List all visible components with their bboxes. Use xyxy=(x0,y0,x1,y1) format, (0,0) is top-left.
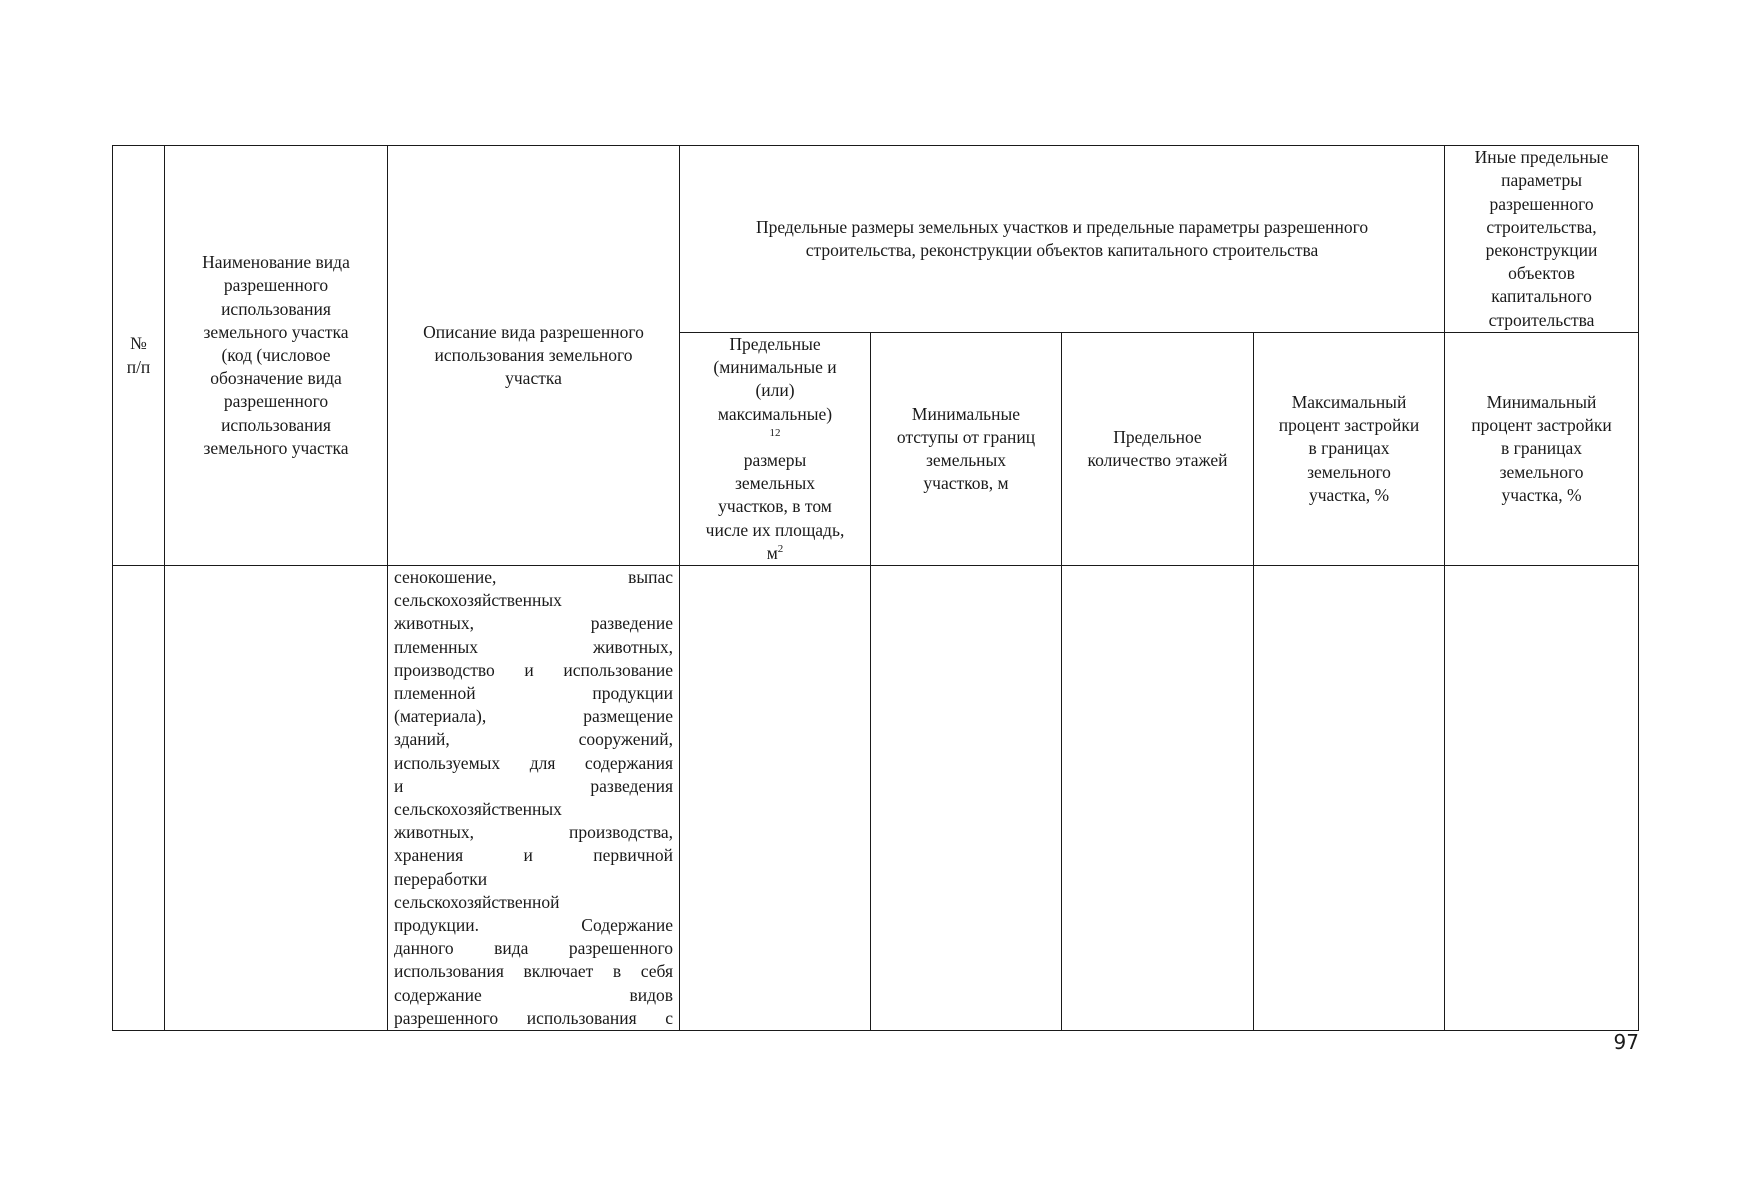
header-min-build-line: Минимальный xyxy=(1486,392,1597,412)
description-line: данного вида разрешенного xyxy=(394,938,673,959)
header-use-type-name-line: земельного участка xyxy=(203,437,349,458)
description-line: продукции. Содержание xyxy=(394,915,673,936)
description-line: животных, производства, xyxy=(394,822,673,843)
table-row xyxy=(113,566,1639,1031)
header-plot-size-line: размеры xyxy=(743,450,807,471)
cell-min-setback xyxy=(871,566,1062,1031)
header-max-build-line: Максимальный xyxy=(1291,392,1407,412)
header-other-line: капитального xyxy=(1491,286,1592,307)
header-plot-size-line: Предельные xyxy=(729,334,821,354)
header-description-line: использования земельного xyxy=(434,344,633,365)
page-number: 97 xyxy=(1613,1030,1639,1054)
header-setback-line: земельных xyxy=(925,450,1007,471)
header-max-build-line: в границах xyxy=(1308,438,1390,459)
header-use-type-name-line: земельного участка xyxy=(203,321,349,342)
header-other-line: строительства xyxy=(1488,309,1595,330)
header-floors-line: Предельное xyxy=(1113,426,1202,447)
header-plot-size-line: числе их площадь, xyxy=(705,519,845,540)
header-description-line: участка xyxy=(505,368,562,389)
header-max-build-line: участка, % xyxy=(1308,484,1390,505)
description-line: содержание видов xyxy=(394,984,673,1005)
header-plot-size-line: максимальные) $^{12}$ xyxy=(717,403,833,439)
header-use-type-name-line: Наименование вида xyxy=(202,252,350,273)
header-limits-line: строительства, реконструкции объектов капитального строительства xyxy=(805,240,1319,260)
header-floor-limit xyxy=(1062,333,1254,566)
description-line: зданий, сооружений, xyxy=(394,729,673,750)
description-line: племенных животных, xyxy=(394,636,673,657)
cell-min-build-percent xyxy=(1445,566,1639,1031)
header-use-type-name-line: использования xyxy=(221,414,331,435)
header-max-build-line: земельного xyxy=(1307,461,1391,482)
header-setback-line: участков, м xyxy=(923,473,1009,494)
cell-plot-size xyxy=(680,566,871,1031)
header-min-build-line: в границах xyxy=(1501,438,1582,459)
cell-floor-limit xyxy=(1062,566,1254,1031)
description-line: сенокошение, выпас xyxy=(394,567,673,588)
header-description-line: Описание вида разрешенного xyxy=(423,321,644,342)
header-plot-size-line: земельных xyxy=(734,473,816,494)
header-use-type-name-line: использования xyxy=(221,298,331,319)
header-number-symbol: № xyxy=(130,333,147,354)
header-plot-size-line: (или) xyxy=(755,380,795,401)
description-line: производство и использование xyxy=(394,659,673,680)
header-min-build-percent xyxy=(1445,333,1639,566)
cell-max-build-percent xyxy=(1254,566,1445,1031)
header-number xyxy=(113,146,165,566)
description-line: (материала), размещение xyxy=(394,706,673,727)
header-min-setback xyxy=(871,333,1062,566)
header-use-type-name xyxy=(165,146,388,566)
header-use-type-name-line: (код (числовое xyxy=(221,344,331,365)
description-line: племенной продукции xyxy=(394,683,673,704)
description-line: и разведения xyxy=(394,775,673,796)
description-line: используемых для содержания xyxy=(394,752,673,773)
header-min-build-line: процент застройки xyxy=(1471,415,1612,436)
header-other-line: параметры xyxy=(1501,170,1582,191)
description-line: животных, разведение xyxy=(394,613,673,634)
description-line: сельскохозяйственных xyxy=(394,590,562,611)
header-max-build-percent xyxy=(1254,333,1445,566)
header-use-type-name-line: обозначение вида xyxy=(210,368,342,389)
header-min-build-line: участка, % xyxy=(1501,484,1582,505)
header-other-line: объектов xyxy=(1508,263,1575,284)
description-line: использования включает в себя xyxy=(394,961,673,982)
header-min-build-line: земельного xyxy=(1499,461,1584,482)
description-line: сельскохозяйственных xyxy=(394,799,562,820)
header-use-type-name-line: разрешенного xyxy=(223,391,329,412)
header-plot-size-unit: $м^2$ xyxy=(766,542,784,563)
cell-number xyxy=(113,566,165,1031)
header-setback-line: Минимальные xyxy=(911,403,1021,424)
header-other-limits-group xyxy=(1445,146,1639,333)
header-number-abbr: п/п xyxy=(126,356,151,377)
description-line: разрешенного использования с xyxy=(394,1007,673,1028)
description-line: сельскохозяйственной xyxy=(394,891,560,912)
header-other-line: разрешенного xyxy=(1489,193,1594,214)
header-floors-line: количество этажей xyxy=(1087,450,1228,471)
description-line: переработки xyxy=(394,868,488,889)
footnote-marker: 12 xyxy=(769,426,781,439)
description-line: хранения и первичной xyxy=(394,845,673,866)
header-plot-size-line: участков, в том xyxy=(718,496,832,517)
header-other-line: Иные предельные xyxy=(1474,147,1609,168)
cell-use-type-name xyxy=(165,566,388,1031)
header-other-line: строительства, xyxy=(1486,216,1597,237)
header-use-type-description xyxy=(388,146,680,566)
header-limits-line: Предельные размеры земельных участков и предельные параметры разрешенного xyxy=(755,216,1369,237)
header-plot-size xyxy=(680,333,871,566)
header-plot-size-line: (минимальные и xyxy=(713,357,837,378)
header-limits-group xyxy=(680,146,1445,333)
land-use-parameters-table xyxy=(112,145,1639,1031)
cell-use-type-description xyxy=(388,566,680,1031)
header-other-line: реконструкции xyxy=(1485,240,1598,260)
header-max-build-line: процент застройки xyxy=(1278,415,1420,436)
header-setback-line: отступы от границ xyxy=(896,426,1036,447)
header-use-type-name-line: разрешенного xyxy=(223,275,329,296)
